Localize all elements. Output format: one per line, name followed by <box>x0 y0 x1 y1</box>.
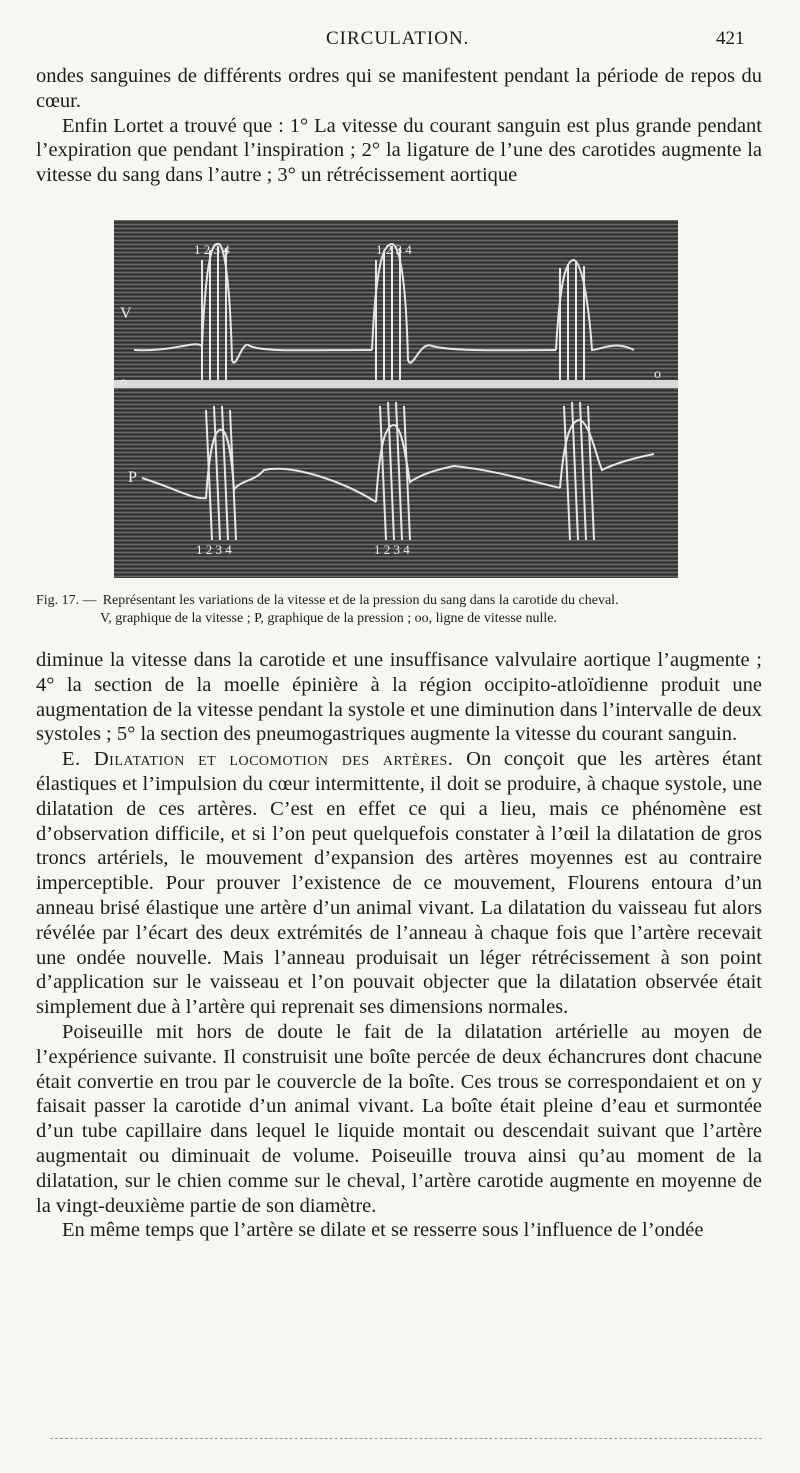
label-v: V <box>120 305 132 322</box>
footer-rule <box>50 1438 762 1439</box>
caption-line-1: Représentant les variations de la vitesse et de la pression du sang dans la carotide du cheval. <box>102 593 619 608</box>
text-block-top <box>36 64 762 188</box>
figure-label: Fig. 17. — <box>36 593 97 608</box>
running-title: CIRCULATION. <box>326 28 470 49</box>
paragraph: Poiseuille mit hors de doute le fait de la dilatation artérielle au moyen de l’expérience suivante. Il construisit une boîte percée de deux échancrures dont chacune était convertie en trou par le couvercle de la boîte. Ces trous se correspondaient et on y faisait passer la carotide d’un animal vivant. La boîte était pleine d’eau et surmontée d’un tube capillaire dans lequel le liquide montait ou descendait suivant que l’artère augmentait ou diminuait de volume. Poiseuille trouva ainsi qu’au moment de la dilatation, sur le chien comme sur le cheval, l’artère carotide augmente en moyenne de la vingt-deuxième partie de son diamètre. <box>36 1020 762 1217</box>
section-heading: E. Dilatation et locomotion des artères. <box>62 748 454 771</box>
label-p: P <box>128 469 137 486</box>
curve-numbers: 1 2 3 4 <box>194 242 230 257</box>
paragraph <box>36 747 762 1020</box>
figure-caption <box>36 592 766 628</box>
caption-line-2: V, graphique de la vitesse ; P, graphique de la pression ; oo, ligne de vitesse nulle. <box>100 611 557 626</box>
page-number: 421 <box>716 28 745 49</box>
label-o-left: o <box>120 375 127 390</box>
curve-numbers: 1 2 3 4 <box>374 542 410 557</box>
label-o-right: o <box>654 367 661 382</box>
paragraph: ondes sanguines de différents ordres qui se manifestent pendant la période de repos du cœur. <box>36 65 762 112</box>
paragraph: En même temps que l’artère se dilate et se resserre sous l’influence de l’ondée <box>62 1219 704 1242</box>
page-header <box>0 28 800 52</box>
curve-numbers: 1 2 3 4 <box>376 242 412 257</box>
paragraph-text: On conçoit que les artères étant élastiques et l’impulsion du cœur intermittente, il doit se produire, à chaque systole, une dilatation de ces artères. C’est en effet ce qui a lieu, mais ce phénomène est d’observation difficile, et si l’on peut quelquefois constater à l’œil la dilatation de gros troncs artériels, le mouvement d’expansion des artères moyennes est au contraire imperceptible. Pour prouver l’existence de ce mouvement, Flourens entoura d’un anneau brisé élastique une artère d’un animal vivant. La dilatation du vaisseau fut alors révélée par l’écart des deux extrémités de l’anneau à chaque fois que l’artère recevait une ondée nouvelle. Mais l’anneau produisait un léger rétrécissement à son point d’application sur le vaisseau et l’on pouvait objecter que la dilatation observée était simplement due à l’artère qui reprenait ses dimensions normales. <box>36 748 762 1019</box>
zero-line-band <box>114 380 678 388</box>
paragraph: diminue la vitesse dans la carotide et une insuffisance valvulaire aortique l’augmente ; 4° la section de la moelle épinière à la région occipito-atloïdienne produit une augmentation de la vitesse pendant la systole et une diminution dans l’intervalle de deux systoles ; 5° la section des pneumogastriques augmente la vitesse du courant sanguin. <box>36 649 762 746</box>
text-block-bottom <box>36 648 762 1243</box>
curve-numbers: 1 2 3 4 <box>196 542 232 557</box>
figure-graph-svg <box>114 220 678 578</box>
paragraph: Enfin Lortet a trouvé que : 1° La vitesse du courant sanguin est plus grande pendant l’expiration que pendant l’inspiration ; 2° la ligature de l’une des carotides augmente la vitesse du sang dans l’autre ; 3° un rétrécissement aortique <box>36 114 762 187</box>
figure-17-graph <box>114 220 678 578</box>
